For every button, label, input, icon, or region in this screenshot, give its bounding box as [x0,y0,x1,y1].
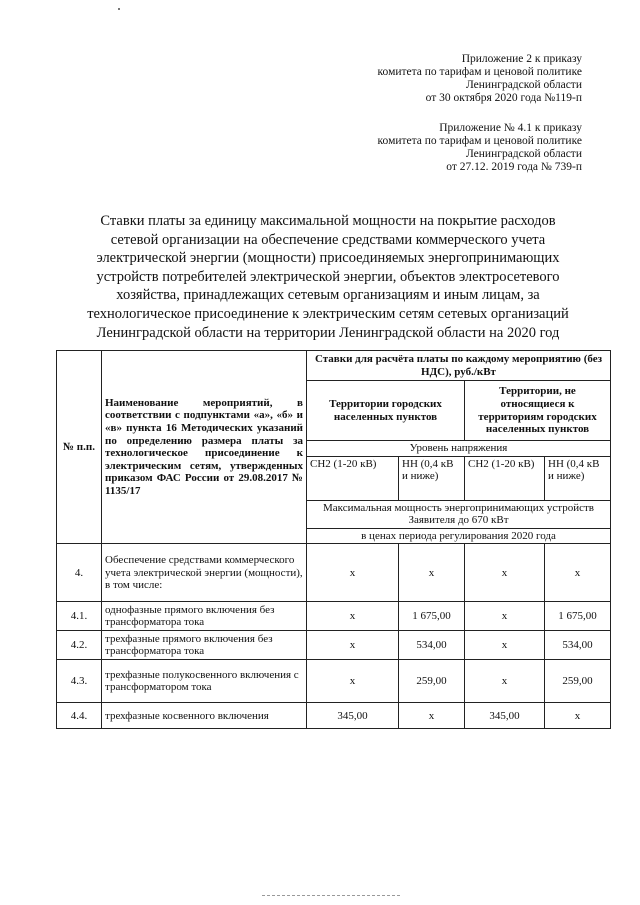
row-value-sn2-rural: х [465,631,545,660]
header-voltage-sn2-rural: СН2 (1-20 кВ) [465,456,545,500]
row-value-nn-rural: х [545,703,611,729]
row-name: Обеспечение средствами коммерческого учета электрической энергии (мощности), в том числе: [102,544,307,602]
table-row [57,703,611,729]
header-line: от 27.12. 2019 года № 739-п [446,161,582,173]
row-name: трехфазные прямого включения без трансформатора тока [102,631,307,660]
row-value-sn2-urban: х [307,602,399,631]
row-value-sn2-rural: х [465,660,545,703]
row-value-sn2-urban: х [307,544,399,602]
header-voltage-nn-rural: НН (0,4 кВ и ниже) [545,456,611,500]
row-value-sn2-urban: 345,00 [307,703,399,729]
header-line: комитета по тарифам и ценовой политике [377,135,582,147]
title-line: технологическое присоединение к электрическим сетям сетевых организаций [87,305,569,322]
header-line: Ленинградской области [465,79,582,91]
header-num: № п.п. [57,351,102,544]
table-row [57,544,611,602]
header-line: Приложение № 4.1 к приказу [439,122,582,134]
header-prices-period: в ценах периода регулирования 2020 года [307,528,611,544]
row-num: 4.2. [57,631,102,660]
header-line: комитета по тарифам и ценовой политике [377,66,582,78]
tariff-table [56,350,611,729]
document-title [66,212,590,342]
header-line: Ленинградской области [465,148,582,160]
appendix-header-previous [312,122,582,174]
header-voltage-nn-urban: НН (0,4 кВ и ниже) [399,456,465,500]
header-rates: Ставки для расчёта платы по каждому мероприятию (без НДС), руб./кВт [307,351,611,381]
title-line: хозяйства, принадлежащих сетевым организациям и иным лицам, за [116,287,540,304]
title-line: устройств потребителей электрической энергии, объектов электросетевого [96,268,560,285]
header-non-urban: Территории, не относящиеся к территориям городских населенных пунктов [465,381,611,441]
title-line: сетевой организации на обеспечение средствами коммерческого учета [110,231,546,248]
row-value-sn2-urban: х [307,631,399,660]
row-name: трехфазные косвенного включения [102,703,307,729]
row-value-sn2-rural: х [465,544,545,602]
table-row [57,631,611,660]
row-value-nn-urban: х [399,703,465,729]
row-num: 4.3. [57,660,102,703]
header-line: от 30 октября 2020 года №119-п [425,92,582,104]
row-num: 4.1. [57,602,102,631]
row-value-sn2-rural: х [465,602,545,631]
header-urban: Территории городских населенных пунктов [307,381,465,441]
row-name: трехфазные полукосвенного включения с трансформатором тока [102,660,307,703]
row-num: 4. [57,544,102,602]
table-row [57,602,611,631]
header-activity-name: Наименование мероприятий, в соответствии с подпунктами «а», «б» и «в» пункта 16 Методических указаний по определению размера платы за технологическое присоединение к электрическим сетям, утвержденных приказом ФАС России от 29.08.2017 № 1135/17 [102,351,307,544]
appendix-header-current [312,53,582,105]
row-num: 4.4. [57,703,102,729]
title-line: электрической энергии (мощности) присоединяемых энергопринимающих [96,250,560,267]
row-value-nn-urban: 1 675,00 [399,602,465,631]
row-name: однофазные прямого включения без трансформатора тока [102,602,307,631]
row-value-nn-rural: х [545,544,611,602]
row-value-nn-urban: х [399,544,465,602]
scan-speck [118,8,120,10]
row-value-nn-urban: 259,00 [399,660,465,703]
title-line: Ленинградской области на территории Ленинградской области на 2020 год [96,324,560,341]
header-line: Приложение 2 к приказу [461,53,582,65]
table-row [57,660,611,703]
row-value-nn-rural: 1 675,00 [545,602,611,631]
header-max-power: Максимальная мощность энергопринимающих устройств Заявителя до 670 кВт [307,500,611,528]
scan-edge-line [262,895,400,896]
row-value-nn-rural: 534,00 [545,631,611,660]
row-value-sn2-rural: 345,00 [465,703,545,729]
row-value-nn-urban: 534,00 [399,631,465,660]
title-line: Ставки платы за единицу максимальной мощности на покрытие расходов [100,213,556,229]
header-voltage-sn2-urban: СН2 (1-20 кВ) [307,456,399,500]
row-value-sn2-urban: х [307,660,399,703]
header-voltage-level: Уровень напряжения [307,441,611,457]
row-value-nn-rural: 259,00 [545,660,611,703]
